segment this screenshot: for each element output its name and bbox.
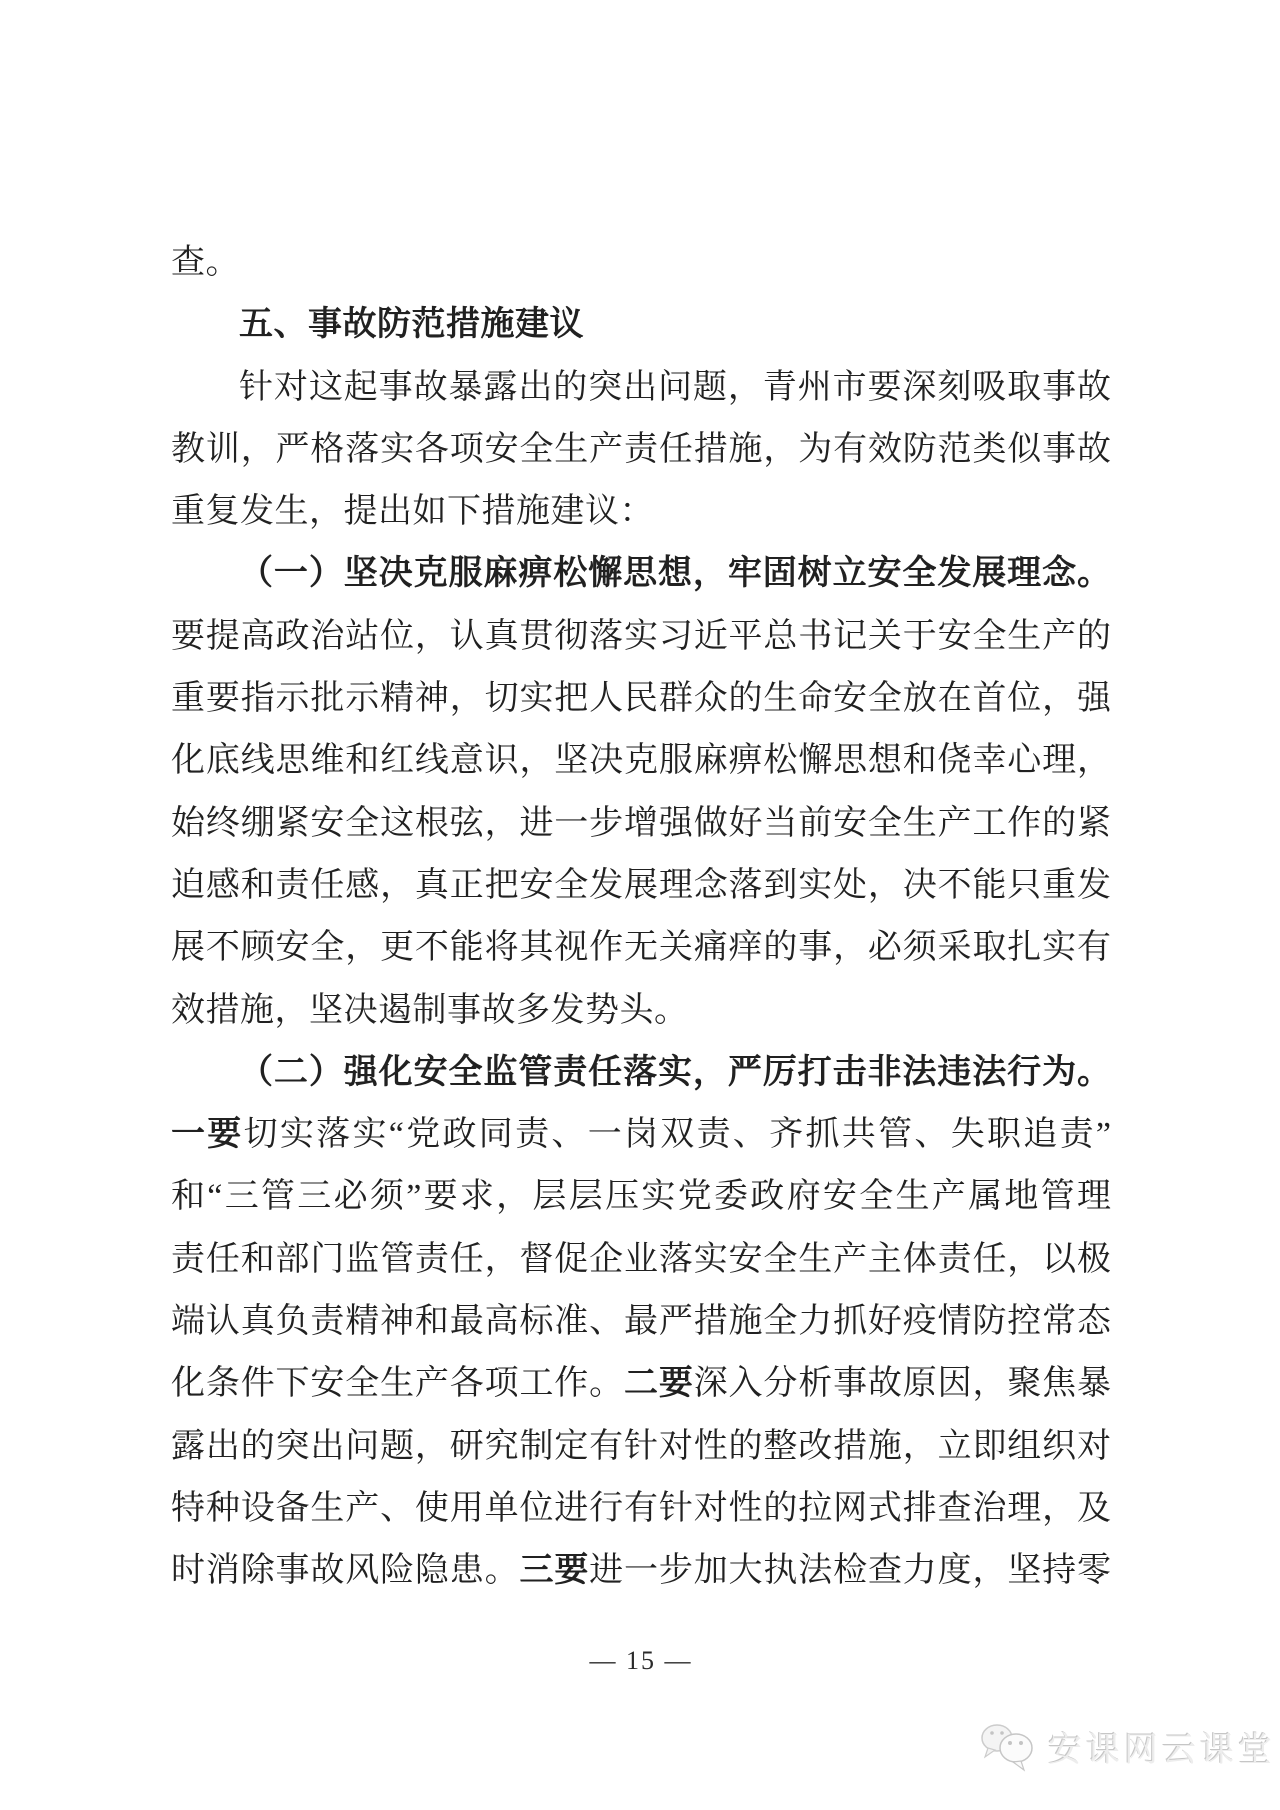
emphasis-text: 三要 [519,1552,590,1590]
text-line [171,917,1111,979]
watermark-label: 安课网云课堂 [1048,1730,1276,1769]
body-text: 教训，严格落实各项安全生产责任措施，为有效防范类似事故 [171,430,1111,468]
body-text: 时消除事故风险隐患。 [171,1552,520,1590]
text-line [171,294,1111,356]
text-line [171,419,1111,481]
document-body [171,232,1111,1603]
body-text: 露出的突出问题，研究制定有针对性的整改措施，立即组织对 [171,1427,1111,1465]
text-line [171,1042,1111,1104]
body-text: 始终绷紧安全这根弦，进一步增强做好当前安全生产工作的紧 [171,804,1111,842]
emphasis-text: 二要 [624,1365,694,1403]
emphasis-text: 一要 [171,1116,244,1154]
body-text: 查。 [171,244,240,281]
text-line [171,606,1111,668]
body-text: 深入分析事故原因，聚焦暴 [693,1365,1112,1403]
emphasis-text: （一）坚决克服麻痹松懈思想，牢固树立安全发展理念。 [239,555,1111,593]
text-line [171,232,1111,294]
text-line [171,980,1111,1042]
text-line [171,793,1111,855]
body-text: 化条件下安全生产各项工作。 [171,1365,624,1403]
text-line [171,1166,1111,1228]
text-line [171,1416,1111,1478]
text-line [171,543,1111,605]
chat-bubbles-icon [978,1718,1040,1774]
text-line [171,1229,1111,1291]
body-text: 特种设备生产、使用单位进行有针对性的拉网式排查治理，及 [171,1489,1111,1527]
text-line [171,1291,1111,1353]
body-text: 针对这起事故暴露出的突出问题，青州市要深刻吸取事故 [239,368,1111,406]
emphasis-text: （二）强化安全监管责任落实，严厉打击非法违法行为。 [239,1053,1111,1091]
body-text: 重要指示批示精神，切实把人民群众的生命安全放在首位，强 [171,680,1111,718]
body-text: 重复发生，提出如下措施建议： [171,493,654,531]
body-text: 效措施，坚决遏制事故多发势头。 [171,991,689,1029]
emphasis-text: 五、事故防范措施建议 [239,306,584,344]
body-text: 端认真负责精神和最高标准、最严措施全力抓好疫情防控常态 [171,1303,1111,1341]
body-text: 展不顾安全，更不能将其视作无关痛痒的事，必须采取扎实有 [171,929,1111,967]
text-line [171,855,1111,917]
text-line [171,1540,1111,1602]
body-text: 迫感和责任感，真正把安全发展理念落到实处，决不能只重发 [171,866,1111,904]
body-text: 责任和部门监管责任，督促企业落实安全生产主体责任，以极 [171,1240,1111,1278]
text-line [171,357,1111,419]
page-number: — 15 — [589,1646,693,1675]
text-line [171,1353,1111,1415]
body-text: 化底线思维和红线意识，坚决克服麻痹松懈思想和侥幸心理， [171,742,1111,780]
text-line [171,730,1111,792]
body-text: 切实落实“党政同责、一岗双责、齐抓共管、失职追责” [243,1116,1112,1154]
watermark [978,1718,1276,1774]
text-line [171,668,1111,730]
body-text: 进一步加大执法检查力度，坚持零 [589,1552,1112,1590]
text-line [171,1478,1111,1540]
body-text: 要提高政治站位，认真贯彻落实习近平总书记关于安全生产的 [171,617,1111,655]
body-text: 和“三管三必须”要求，层层压实党委政府安全生产属地管理 [171,1178,1111,1216]
text-line [171,481,1111,543]
text-line [171,1104,1111,1166]
